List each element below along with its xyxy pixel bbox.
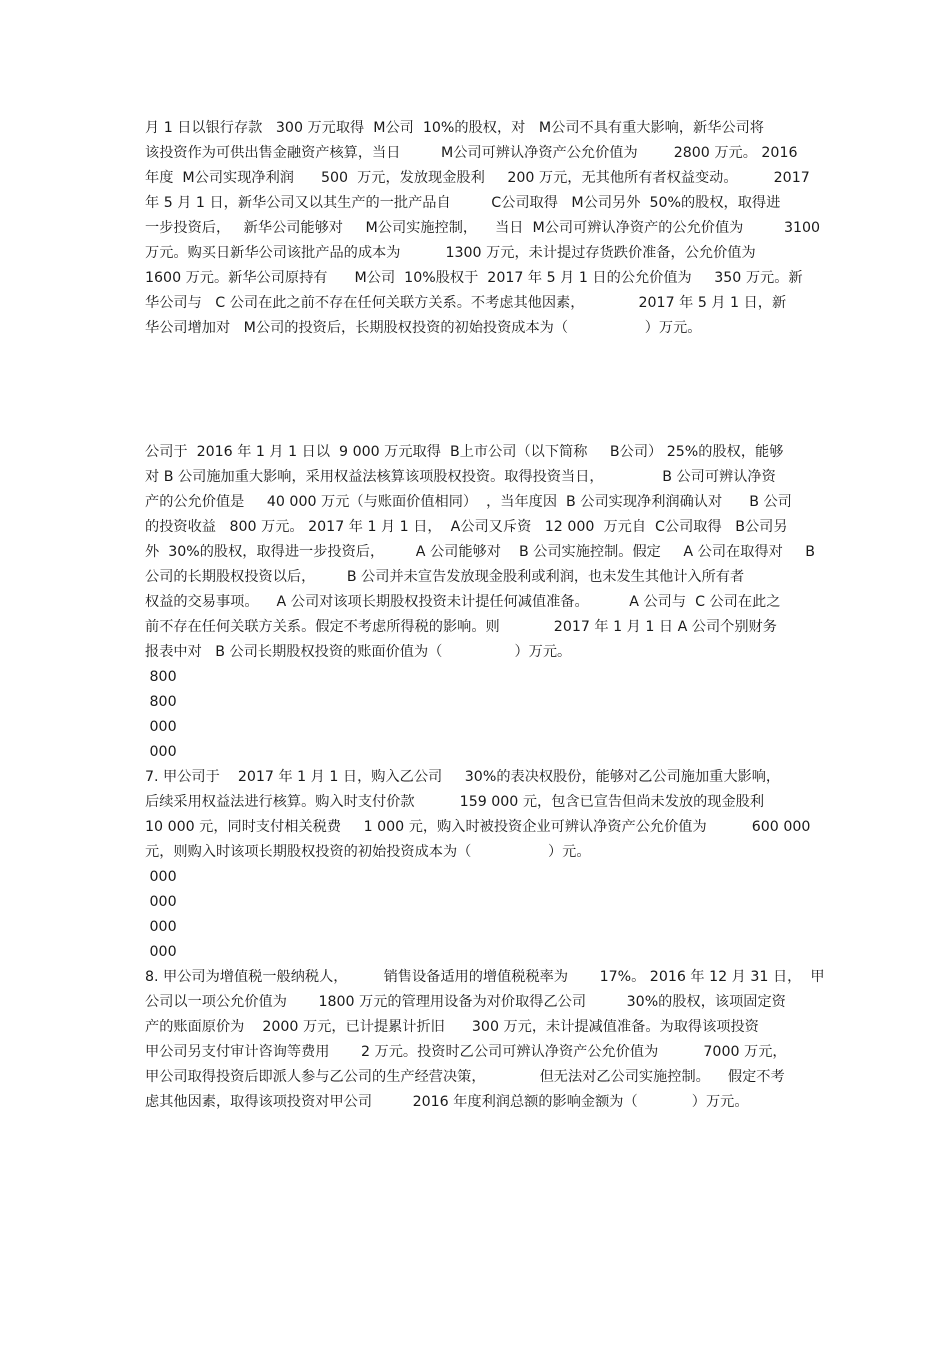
text-line: 该投资作为可供出售金融资产核算，当日 M公司可辨认净资产公允价值为 2800 万元。 2016 <box>145 145 798 161</box>
answer-option: 000 <box>145 744 177 760</box>
answer-option: 800 <box>145 669 177 685</box>
text-line: 报表中对 B 公司长期股权投资的账面价值为（ ）万元。 <box>145 644 572 660</box>
text-line: 公司的长期股权投资以后， B 公司并未宣告发放现金股利或利润，也未发生其他计入所有者 <box>145 569 745 585</box>
answer-option: 000 <box>145 869 177 885</box>
text-line: 1600 万元。新华公司原持有 M公司 10%股权于 2017 年 5 月 1 日的公允价值为 350 万元。新 <box>145 270 803 286</box>
text-line: 虑其他因素，取得该项投资对甲公司 2016 年度利润总额的影响金额为（ ）万元。 <box>145 1094 749 1110</box>
text-line: 前不存在任何关联方关系。假定不考虑所得税的影响。则 2017 年 1 月 1 日 A 公司个别财务 <box>145 619 777 635</box>
text-line: 公司于 2016 年 1 月 1 日以 9 000 万元取得 B上市公司（以下简称 B公司） 25%的股权，能够 <box>145 444 784 460</box>
text-line: 7. 甲公司于 2017 年 1 月 1 日，购入乙公司 30%的表决权股份，能够对乙公司施加重大影响， <box>145 769 781 785</box>
answer-option: 800 <box>145 694 177 710</box>
question-7-text <box>145 765 815 965</box>
text-line: 产的公允价值是 40 000 万元（与账面价值相同） ，当年度因 B 公司实现净利润确认对 B 公司 <box>145 494 792 510</box>
text-line: 的投资收益 800 万元。 2017 年 1 月 1 日， A公司又斥资 12 000 万元自 C公司取得 B公司另 <box>145 519 788 535</box>
answer-option: 000 <box>145 944 177 960</box>
text-line: 元，则购入时该项长期股权投资的初始投资成本为（ ）元。 <box>145 844 591 860</box>
question-6-text <box>145 440 815 765</box>
text-line: 甲公司取得投资后即派人参与乙公司的生产经营决策， 但无法对乙公司实施控制。 假定不考 <box>145 1069 785 1085</box>
text-line: 年度 M公司实现净利润 500 万元，发放现金股利 200 万元，无其他所有者权益变动。 2017 <box>145 170 810 186</box>
text-line: 10 000 元，同时支付相关税费 1 000 元，购入时被投资企业可辨认净资产公允价值为 600 000 <box>145 819 811 835</box>
text-line: 产的账面原价为 2000 万元，已计提累计折旧 300 万元，未计提减值准备。为取得该项投资 <box>145 1019 759 1035</box>
text-line: 权益的交易事项。 A 公司对该项长期股权投资未计提任何减值准备。 A 公司与 C 公司在此之 <box>145 594 781 610</box>
answer-option: 000 <box>145 919 177 935</box>
text-line: 外 30%的股权，取得进一步投资后， A 公司能够对 B 公司实施控制。假定 A 公司在取得对 B <box>145 544 816 560</box>
text-line: 甲公司另支付审计咨询等费用 2 万元。投资时乙公司可辨认净资产公允价值为 7000 万元， <box>145 1044 787 1060</box>
text-line: 华公司与 C 公司在此之前不存在任何关联方关系。不考虑其他因素， 2017 年 5 月 1 日，新 <box>145 295 787 311</box>
text-line: 8. 甲公司为增值税一般纳税人， 销售设备适用的增值税税率为 17%。 2016 年 12 月 31 日， 甲 <box>145 969 825 985</box>
text-line: 对 B 公司施加重大影响，采用权益法核算该项股权投资。取得投资当日， B 公司可辨认净资 <box>145 469 776 485</box>
text-line: 公司以一项公允价值为 1800 万元的管理用设备为对价取得乙公司 30%的股权，该项固定资 <box>145 994 786 1010</box>
text-line: 年 5 月 1 日，新华公司又以其生产的一批产品自 C公司取得 M公司另外 50%的股权，取得进 <box>145 195 781 211</box>
text-line: 华公司增加对 M公司的投资后，长期股权投资的初始投资成本为（ ）万元。 <box>145 320 702 336</box>
answer-option: 000 <box>145 894 177 910</box>
text-line: 后续采用权益法进行核算。购入时支付价款 159 000 元，包含已宣告但尚未发放的现金股利 <box>145 794 765 810</box>
text-line: 一步投资后， 新华公司能够对 M公司实施控制， 当日 M公司可辨认净资产的公允价值为 3100 <box>145 220 821 236</box>
question-previous-text <box>145 116 821 341</box>
text-line: 万元。购买日新华公司该批产品的成本为 1300 万元，未计提过存货跌价准备，公允价值为 <box>145 245 756 261</box>
question-8-text <box>145 965 825 1115</box>
text-line: 月 1 日以银行存款 300 万元取得 M公司 10%的股权，对 M公司不具有重大影响，新华公司将 <box>145 120 764 136</box>
answer-option: 000 <box>145 719 177 735</box>
